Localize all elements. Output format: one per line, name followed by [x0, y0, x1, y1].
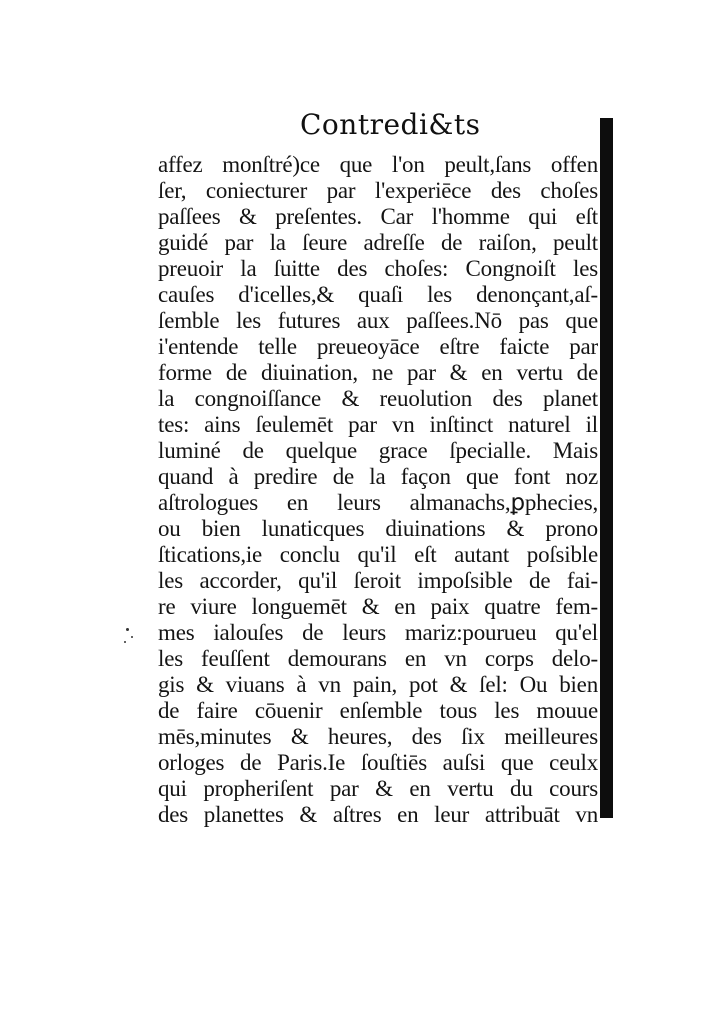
text-line: re viure longuemēt & en paix quatre fem-: [158, 594, 598, 619]
ink-speck: [126, 628, 129, 631]
text-line: les feuſſent demourans en vn corps delo-: [158, 646, 598, 671]
text-line: les accorder, qu'il ſeroit impoſsible de fai-: [158, 568, 598, 593]
text-line: ou bien lunaticques diuinations & prono: [158, 516, 598, 541]
text-line: ſer, coniecturer par l'experiēce des choſes: [158, 178, 598, 203]
text-line: de faire cōuenir enſemble tous les mouue: [158, 698, 598, 723]
text-line: i'entende telle preueoyāce eſtre faicte par: [158, 334, 598, 359]
ink-speck: [124, 641, 126, 643]
text-line: preuoir la ſuitte des choſes: Congnoiſt les: [158, 256, 598, 281]
ink-speck: [131, 636, 133, 638]
text-line: tes: ains ſeulemēt par vn inſtinct naturel il: [158, 412, 598, 437]
text-line: gis & viuans à vn pain, pot & ſel: Ou bien: [158, 672, 598, 697]
text-line: aſtrologues en leurs almanachs,ꝑphecies,: [158, 490, 598, 515]
text-line: ſemble les futures aux paſſees.Nō pas que: [158, 308, 598, 333]
text-line: des planettes & aſtres en leur attribuāt vn: [158, 802, 598, 827]
text-line: paſſees & preſentes. Car l'homme qui eſt: [158, 204, 598, 229]
text-line: orloges de Paris.Ie ſouſtiēs auſsi que ceulx: [158, 750, 598, 775]
text-line: luminé de quelque grace ſpecialle. Mais: [158, 438, 598, 463]
text-line: mēs,minutes & heures, des ſix meilleures: [158, 724, 598, 749]
text-line: affez monſtré)ce que l'on peult,ſans offen: [158, 152, 598, 177]
text-line: quand à predire de la façon que font noz: [158, 464, 598, 489]
text-line: cauſes d'icelles,& quaſi les denonçant,aſ-: [158, 282, 598, 307]
text-line: forme de diuination, ne par & en vertu de: [158, 360, 598, 385]
text-line: qui propheriſent par & en vertu du cours: [158, 776, 598, 801]
gutter-shadow: [600, 118, 613, 818]
text-line: la congnoiſſance & reuolution des planet: [158, 386, 598, 411]
running-header: Contredi&ts: [300, 108, 481, 141]
text-line: mes ialouſes de leurs mariz:pourueu qu'el: [158, 620, 598, 645]
text-line: ſtications,ie conclu qu'il eſt autant poſsible: [158, 542, 598, 567]
text-line: guidé par la ſeure adreſſe de raiſon, peult: [158, 230, 598, 255]
body-text: [158, 152, 598, 828]
